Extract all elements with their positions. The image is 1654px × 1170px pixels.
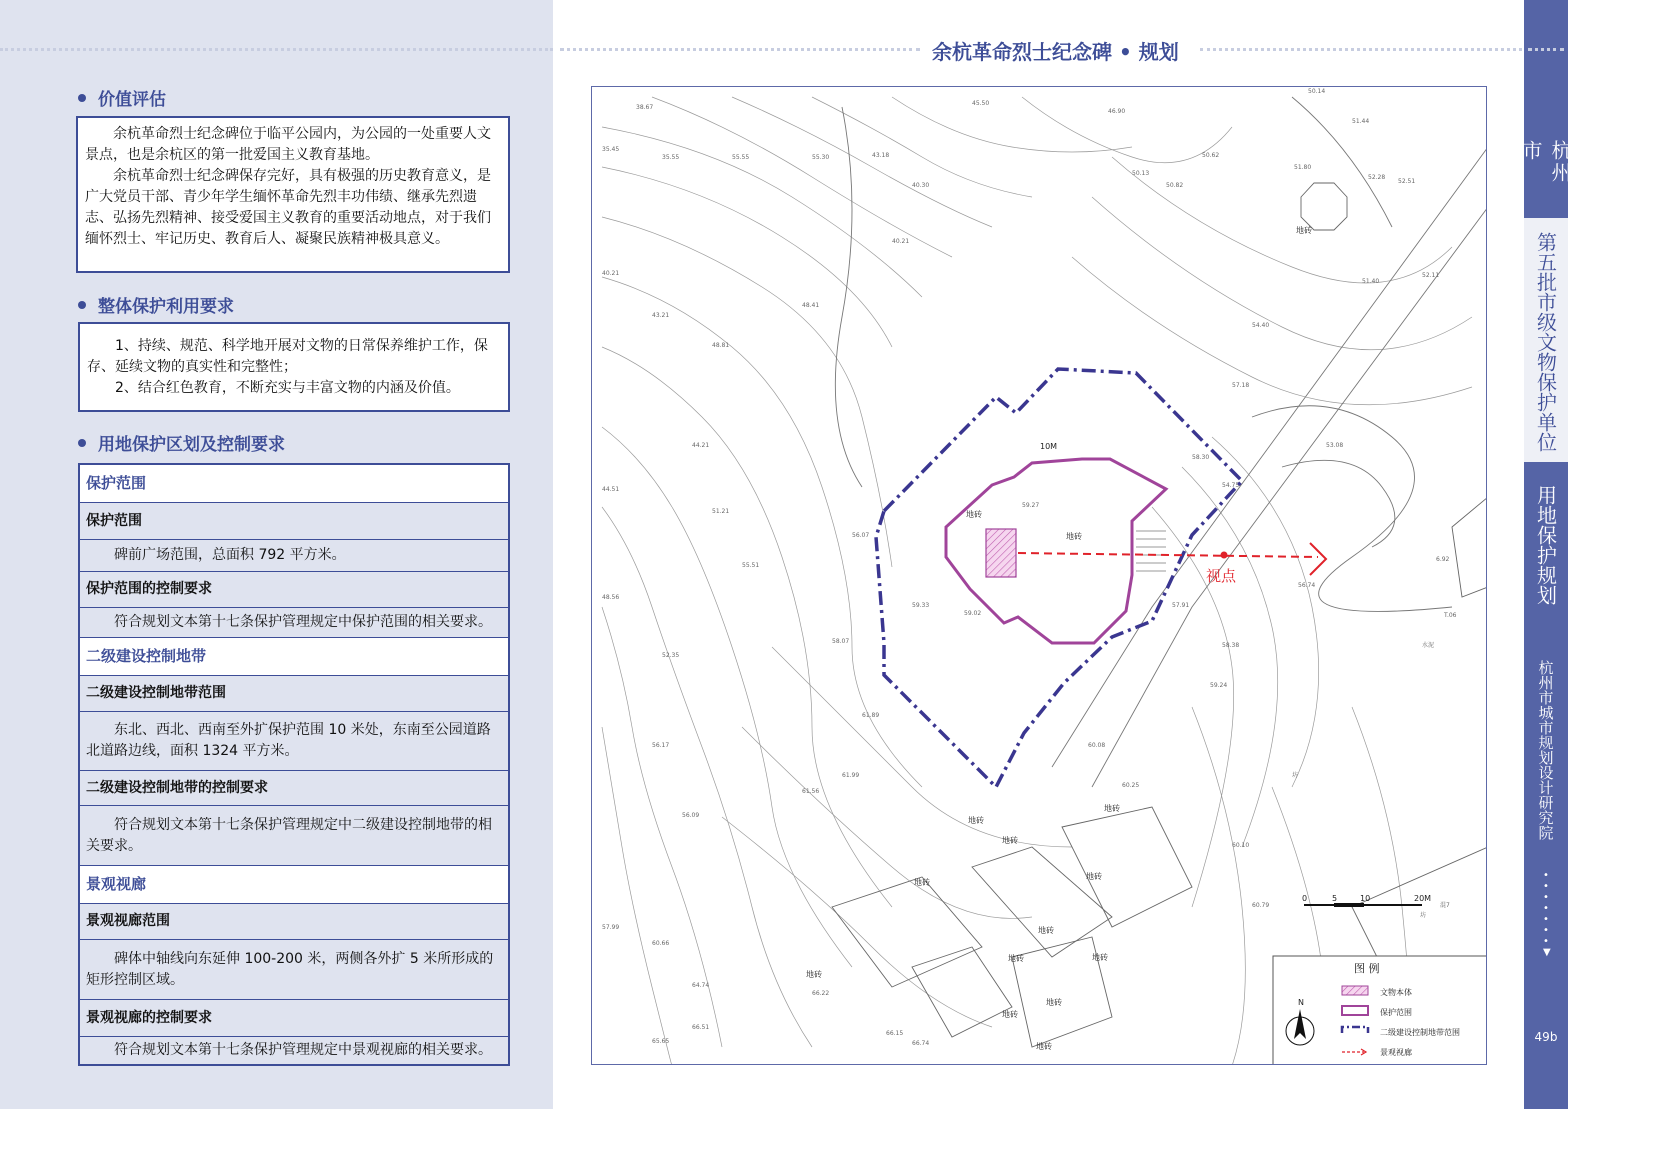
svg-text:57.91: 57.91 [1172, 602, 1190, 609]
svg-text:50.13: 50.13 [1132, 170, 1150, 177]
svg-text:地砖: 地砖 [1036, 1042, 1052, 1051]
right-sidebar [1519, 0, 1572, 1109]
value-box [76, 116, 510, 273]
svg-text:60.66: 60.66 [652, 940, 670, 947]
svg-text:55.51: 55.51 [742, 562, 760, 569]
monument-body [986, 529, 1016, 577]
svg-text:地砖: 地砖 [1104, 804, 1120, 813]
svg-text:6.92: 6.92 [1436, 556, 1450, 563]
roads [835, 97, 1487, 787]
requirement-item-2: 2、结合红色教育，不断充实与丰富文物的内涵及价值。 [115, 380, 460, 396]
svg-text:66.22: 66.22 [812, 990, 830, 997]
stairs [1136, 531, 1166, 571]
legend-title: 图 例 [1354, 962, 1380, 975]
buffer-range-text: 东北、西北、西南至外扩保护范围 10 米处，东南至公园道路北道路边线，面积 1324 平方米。 [80, 711, 508, 770]
bullet-icon [78, 94, 86, 102]
legend-protect: 保护范围 [1380, 1008, 1412, 1017]
svg-text:地砖: 地砖 [1038, 926, 1054, 935]
requirement-item-1: 1、持续、规范、科学地开展对文物的日常保养维护工作，保存、延续文物的真实性和完整性； [87, 338, 488, 375]
svg-text:48.81: 48.81 [712, 342, 730, 349]
view-ctrl-heading: 景观视廊的控制要求 [80, 999, 508, 1036]
protect-range-heading: 保护范围 [80, 502, 508, 539]
svg-text:水泥: 水泥 [1422, 642, 1435, 649]
viewpoint-marker [1221, 552, 1228, 559]
svg-text:61.99: 61.99 [842, 772, 860, 779]
sidebar-section: 用地保护规划 [1533, 485, 1558, 605]
svg-text:38.67: 38.67 [636, 104, 654, 111]
elevation-labels [602, 88, 1457, 1047]
svg-text:坊: 坊 [1292, 772, 1299, 779]
protect-ctrl-text: 符合规划文本第十七条保护管理规定中保护范围的相关要求。 [80, 607, 508, 637]
svg-text:51.80: 51.80 [1294, 164, 1312, 171]
svg-text:40.21: 40.21 [602, 270, 620, 277]
svg-text:57.18: 57.18 [1232, 382, 1250, 389]
svg-text:51.40: 51.40 [1362, 278, 1380, 285]
svg-text:51.44: 51.44 [1352, 118, 1370, 125]
map-legend [1273, 956, 1487, 1065]
svg-text:48.41: 48.41 [802, 302, 820, 309]
sidebar-dots [1528, 48, 1564, 51]
svg-text:地砖: 地砖 [806, 970, 822, 979]
svg-text:N: N [1298, 998, 1304, 1007]
svg-text:5: 5 [1332, 894, 1338, 903]
svg-text:58.38: 58.38 [1222, 642, 1240, 649]
view-range-text: 碑体中轴线向东延伸 100-200 米，两侧各外扩 5 米所形成的矩形控制区域。 [80, 939, 508, 999]
svg-text:66.74: 66.74 [912, 1040, 930, 1047]
svg-text:50.62: 50.62 [1202, 152, 1220, 159]
svg-text:56.09: 56.09 [682, 812, 700, 819]
svg-text:43.21: 43.21 [652, 312, 670, 319]
legend-view: 景观视廊 [1380, 1048, 1412, 1057]
svg-text:59.02: 59.02 [964, 610, 982, 617]
svg-text:40.30: 40.30 [912, 182, 930, 189]
legend-buffer: 二级建设控制地带范围 [1380, 1028, 1460, 1037]
svg-text:地砖: 地砖 [1002, 1010, 1018, 1019]
svg-text:20M: 20M [1414, 894, 1432, 903]
svg-text:60.08: 60.08 [1088, 742, 1106, 749]
zoning-table [78, 463, 510, 1066]
svg-text:56.07: 56.07 [852, 532, 870, 539]
svg-text:61.89: 61.89 [862, 712, 880, 719]
map-svg [592, 87, 1487, 1065]
svg-text:44.51: 44.51 [602, 486, 620, 493]
svg-text:52.11: 52.11 [1422, 272, 1440, 279]
svg-text:52.51: 52.51 [1398, 178, 1416, 185]
svg-text:地砖: 地砖 [966, 510, 982, 519]
svg-text:混7: 混7 [1440, 902, 1450, 909]
svg-text:48.56: 48.56 [602, 594, 620, 601]
pavilion [1301, 183, 1347, 230]
svg-text:52.28: 52.28 [1368, 174, 1386, 181]
buffer-range-heading: 二级建设控制地带范围 [80, 675, 508, 711]
svg-text:35.45: 35.45 [602, 146, 620, 153]
bullet-icon [78, 439, 86, 447]
legend-swatch-relic [1342, 986, 1368, 995]
site-plan-map [591, 86, 1487, 1065]
svg-text:地砖: 地砖 [1086, 872, 1102, 881]
svg-text:60.25: 60.25 [1122, 782, 1140, 789]
dotted-rule-right [1200, 48, 1522, 51]
svg-text:58.07: 58.07 [832, 638, 850, 645]
svg-text:地砖: 地砖 [1002, 836, 1018, 845]
svg-text:58.30: 58.30 [1192, 454, 1210, 461]
bullet-icon [78, 301, 86, 309]
dotted-rule-left [0, 48, 553, 51]
category-buffer: 二级建设控制地带 [80, 637, 508, 675]
svg-text:52.35: 52.35 [662, 652, 680, 659]
svg-text:45.50: 45.50 [972, 100, 990, 107]
page-title: 余杭革命烈士纪念碑 • 规划 [932, 40, 1179, 64]
svg-text:地砖: 地砖 [968, 816, 984, 825]
svg-text:坊: 坊 [1420, 912, 1427, 919]
scale-bar [1302, 894, 1431, 907]
svg-text:43.18: 43.18 [872, 152, 890, 159]
buffer-zone-outline [876, 369, 1242, 787]
svg-text:T.06: T.06 [1444, 612, 1457, 619]
svg-text:61.56: 61.56 [802, 788, 820, 795]
category-view: 景观视廊 [80, 865, 508, 903]
svg-text:35.55: 35.55 [662, 154, 680, 161]
svg-text:40.21: 40.21 [892, 238, 910, 245]
svg-text:地砖: 地砖 [1296, 226, 1312, 235]
sidebar-batch: 第五批市级文物保护单位 [1533, 232, 1558, 452]
svg-text:54.40: 54.40 [1252, 322, 1270, 329]
svg-text:地砖: 地砖 [1066, 532, 1082, 541]
svg-text:66.51: 66.51 [692, 1024, 710, 1031]
zoning-heading: 用地保护区划及控制要求 [78, 430, 285, 455]
svg-text:0: 0 [1302, 894, 1308, 903]
view-ctrl-text: 符合规划文本第十七条保护管理规定中景观视廊的相关要求。 [80, 1036, 508, 1064]
contour-lines [602, 97, 1472, 1065]
svg-text:59.33: 59.33 [912, 602, 930, 609]
svg-text:64.74: 64.74 [692, 982, 710, 989]
requirements-heading: 整体保护利用要求 [78, 292, 234, 317]
svg-text:56.74: 56.74 [1298, 582, 1316, 589]
value-para-1: 余杭革命烈士纪念碑位于临平公园内，为公园的一处重要人文景点，也是余杭区的第一批爱国主义教育基地。 [85, 126, 491, 163]
protect-ctrl-heading: 保护范围的控制要求 [80, 571, 508, 607]
svg-text:60.10: 60.10 [1232, 842, 1250, 849]
svg-text:51.21: 51.21 [712, 508, 730, 515]
view-range-heading: 景观视廊范围 [80, 903, 508, 939]
distance-label: 10M [1040, 442, 1058, 451]
svg-text:59.24: 59.24 [1210, 682, 1228, 689]
buffer-ctrl-text: 符合规划文本第十七条保护管理规定中二级建设控制地带的相关要求。 [80, 805, 508, 865]
svg-text:66.15: 66.15 [886, 1030, 904, 1037]
svg-text:65.65: 65.65 [652, 1038, 670, 1045]
svg-text:53.08: 53.08 [1326, 442, 1344, 449]
svg-text:44.21: 44.21 [692, 442, 710, 449]
svg-text:60.79: 60.79 [1252, 902, 1270, 909]
sidebar-city: 杭州市 [1519, 140, 1572, 184]
svg-text:地砖: 地砖 [1046, 998, 1062, 1007]
svg-text:55.55: 55.55 [732, 154, 750, 161]
viewpoint-label: 视点 [1206, 567, 1237, 585]
svg-text:10: 10 [1360, 894, 1371, 903]
svg-text:54.75: 54.75 [1222, 482, 1240, 489]
svg-text:46.90: 46.90 [1108, 108, 1126, 115]
svg-text:50.82: 50.82 [1166, 182, 1184, 189]
buffer-ctrl-heading: 二级建设控制地带的控制要求 [80, 770, 508, 805]
requirements-box [78, 322, 510, 412]
svg-text:59.27: 59.27 [1022, 502, 1040, 509]
dotted-rule-mid [560, 48, 920, 51]
svg-text:56.17: 56.17 [652, 742, 670, 749]
svg-text:地砖: 地砖 [1092, 953, 1108, 962]
page-number: 49b [1534, 1030, 1558, 1044]
svg-text:地砖: 地砖 [1008, 954, 1024, 963]
category-protect: 保护范围 [80, 465, 508, 502]
svg-text:地砖: 地砖 [914, 878, 930, 887]
protect-range-text: 碑前广场范围，总面积 792 平方米。 [80, 539, 508, 571]
dots-arrow-icon: • • • • • • • ▼ [1543, 870, 1551, 958]
svg-text:50.14: 50.14 [1308, 88, 1326, 95]
legend-relic: 文物本体 [1380, 988, 1412, 997]
svg-text:55.30: 55.30 [812, 154, 830, 161]
sidebar-org: 杭州市城市规划设计研究院 [1536, 660, 1555, 840]
svg-text:57.99: 57.99 [602, 924, 620, 931]
value-heading: 价值评估 [78, 85, 166, 110]
sight-corridor [1018, 543, 1326, 575]
value-para-2: 余杭革命烈士纪念碑保存完好，具有极强的历史教育意义，是广大党员干部、青少年学生缅怀革命先烈丰功伟绩、继承先烈遗志、弘扬先烈精神、接受爱国主义教育的重要活动地点，对于我们缅怀烈士、牢记历史、教育后人、凝聚民族精神极具意义。 [85, 168, 491, 247]
